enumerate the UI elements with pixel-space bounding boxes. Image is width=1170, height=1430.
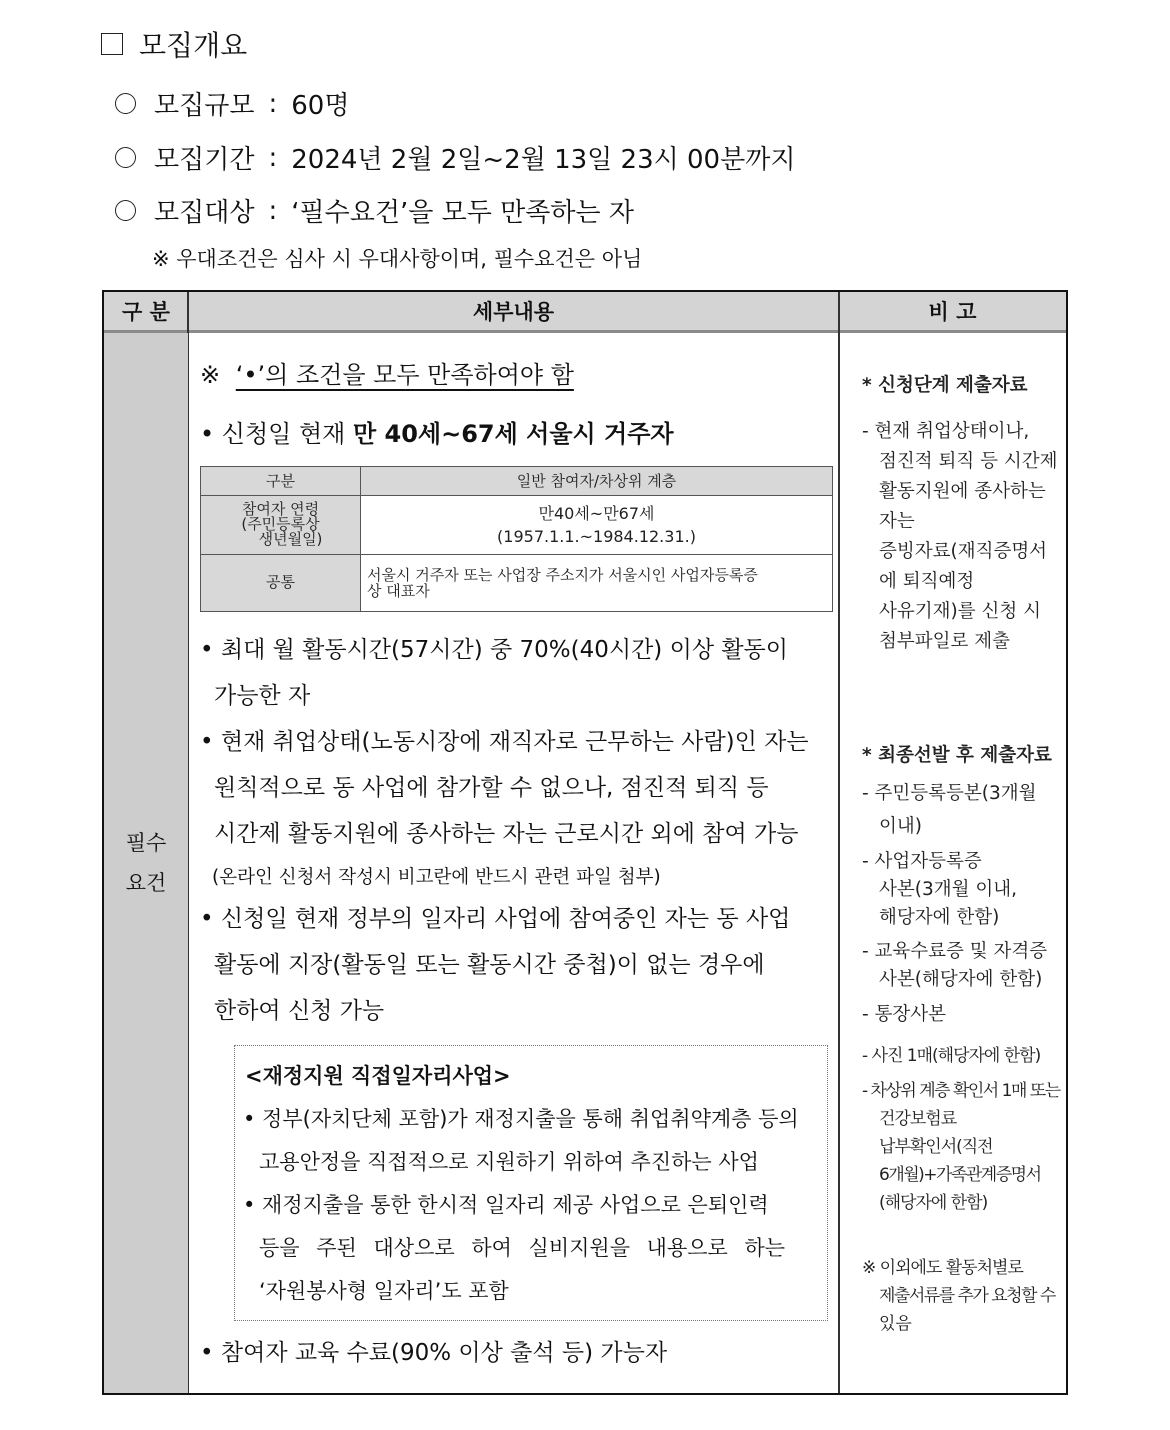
bullet-employment: • 현재 취업상태(노동시장에 재직자로 근무하는 사람)인 자는: [200, 729, 809, 755]
reference-mark: ※: [200, 361, 221, 389]
eligibility-table: [200, 466, 833, 612]
value-line: 상 대표자: [367, 581, 430, 600]
section-heading: [101, 24, 247, 64]
bullet-continuation: 가능한 자: [214, 683, 311, 709]
remarks-line: 에 퇴직예정: [879, 571, 975, 592]
bullet-bold-text: 만 40세~67세 서울시 거주자: [352, 420, 674, 448]
remarks-line: 사본(3개월 이내,: [879, 879, 1017, 900]
remarks-item: - 통장사본: [862, 1004, 947, 1025]
box-item-continuation: ‘자원봉사형 일자리’도 포함: [259, 1279, 509, 1303]
direct-job-program-box: [234, 1045, 828, 1321]
bullet-text: • 신청일 현재: [200, 420, 353, 448]
remarks-section-title: * 신청단계 제출자료: [862, 375, 1028, 396]
summary-value: ‘필수요건’을 모두 만족하는 자: [291, 198, 634, 228]
box-item: • 재정지출을 통한 한시적 일자리 제공 사업으로 은퇴인력: [243, 1193, 769, 1217]
summary-label: 모집기간: [154, 145, 255, 175]
bullet-government-jobs: • 신청일 현재 정부의 일자리 사업에 참여중인 자는 동 사업: [200, 906, 791, 932]
summary-label: 모집대상: [154, 198, 255, 228]
remarks-line: 사본(해당자에 한함): [879, 969, 1043, 990]
box-item-continuation: 고용안정을 직접적으로 지원하기 위하여 추진하는 사업: [259, 1150, 759, 1174]
label-line: (주민등록상: [241, 515, 320, 534]
remarks-line: 첨부파일로 제출: [879, 631, 1010, 652]
summary-value: 60명: [291, 91, 350, 121]
eligibility-age-value: [361, 495, 833, 554]
remarks-line: 건강보험료: [879, 1109, 957, 1129]
category-cell: [104, 333, 188, 1393]
bullet-continuation: 원칙적으로 동 사업에 참가할 수 없으나, 점진적 퇴직 등: [214, 775, 769, 801]
value-line: 서울시 거주자 또는 사업장 주소지가 서울시인 사업자등록증: [367, 565, 758, 584]
bullet-continuation: 시간제 활동지원에 종사하는 자는 근로시간 외에 참여 가능: [214, 821, 799, 847]
bullet-education: • 참여자 교육 수료(90% 이상 출석 등) 가능자: [200, 1340, 668, 1366]
bullet-age-residence: [200, 414, 674, 449]
remarks-item: - 교육수료증 및 자격증: [862, 941, 1048, 962]
header-category: 구 분: [122, 299, 170, 324]
circle-bullet-icon: [115, 147, 136, 168]
bullet-continuation: 활동에 지장(활동일 또는 활동시간 중첩)이 없는 경우에: [214, 952, 765, 978]
requirements-table: [102, 290, 1068, 1395]
eligibility-common-value: [361, 554, 833, 611]
bullet-continuation: 한하여 신청 가능: [214, 998, 385, 1024]
remarks-item: - 주민등록등본(3개월: [862, 783, 1037, 804]
remarks-line: 자는: [879, 511, 915, 532]
remarks-line: 해당자에 한함): [879, 907, 1000, 928]
header-details: 세부내용: [472, 299, 555, 324]
summary-target: [115, 192, 634, 229]
summary-separator: :: [268, 88, 278, 119]
summary-separator: :: [268, 195, 278, 226]
remarks-line: 사유기재)를 신청 시: [879, 601, 1041, 622]
category-label-line: 요건: [125, 871, 167, 895]
eligibility-row-label: 공통: [201, 554, 361, 611]
box-item: • 정부(자치단체 포함)가 재정지출을 통해 취업취약계층 등의: [243, 1107, 799, 1131]
remarks-line: 납부확인서(직전: [879, 1137, 993, 1157]
remarks-line: 점진적 퇴직 등 시간제: [879, 451, 1058, 472]
summary-scale: [115, 85, 349, 122]
circle-bullet-icon: [115, 93, 136, 114]
remarks-line: 이내): [879, 816, 922, 837]
box-title: <재정지원 직접일자리사업>: [245, 1064, 511, 1088]
condition-note-text: ‘•’의 조건을 모두 만족하여야 함: [235, 361, 574, 389]
square-bullet-icon: [101, 33, 123, 55]
remarks-item: - 차상위 계층 확인서 1매 또는: [862, 1081, 1060, 1101]
remarks-line: - 현재 취업상태이나,: [862, 421, 1030, 442]
category-label-line: 필수: [125, 831, 167, 855]
column-divider: [838, 292, 840, 1393]
eligibility-header-category: 구분: [201, 467, 361, 496]
summary-label: 모집규모: [154, 91, 255, 121]
label-line: 생년월일): [258, 530, 323, 549]
condition-note: [200, 355, 574, 390]
bullet-activity-hours: • 최대 월 활동시간(57시간) 중 70%(40시간) 이상 활동이: [200, 637, 788, 663]
table-header-row: [104, 292, 1066, 333]
remarks-footnote-line: 있음: [879, 1314, 912, 1334]
remarks-item: - 사업자등록증: [862, 851, 982, 872]
section-title: 모집개요: [139, 29, 248, 62]
summary-separator: :: [268, 142, 278, 173]
eligibility-row-label: [201, 495, 361, 554]
birthdate-range: (1957.1.1.~1984.12.31.): [497, 526, 696, 546]
summary-period: [115, 139, 795, 176]
remarks-section-title: * 최종선발 후 제출자료: [862, 745, 1052, 766]
remarks-item: - 사진 1매(해당자에 한함): [862, 1046, 1041, 1066]
remarks-line: 활동지원에 종사하는: [879, 481, 1046, 502]
label-line: 참여자 연령: [241, 500, 320, 519]
remarks-line: 증빙자료(재직증명서: [879, 541, 1048, 562]
header-remarks: 비 고: [928, 299, 977, 324]
remarks-footnote-line: 제출서류를 추가 요청할 수: [879, 1286, 1055, 1306]
remarks-line: (해당자에 한함): [879, 1193, 988, 1213]
circle-bullet-icon: [115, 200, 136, 221]
box-item-continuation: 등을 주된 대상으로 하여 실비지원을 내용으로 하는: [259, 1236, 786, 1260]
remarks-line: 6개월)+가족관계증명서: [879, 1165, 1041, 1185]
remarks-footnote: ※ 이외에도 활동처별로: [862, 1258, 1023, 1278]
summary-value: 2024년 2월 2일~2월 13일 23시 00분까지: [291, 145, 796, 175]
age-range: 만40세~만67세: [538, 503, 655, 523]
attachment-note: (온라인 신청서 작성시 비고란에 반드시 관련 파일 첨부): [212, 867, 661, 888]
preference-note: ※ 우대조건은 심사 시 우대사항이며, 필수요건은 아님: [152, 247, 643, 271]
eligibility-header-group: 일반 참여자/차상위 계층: [361, 467, 833, 496]
